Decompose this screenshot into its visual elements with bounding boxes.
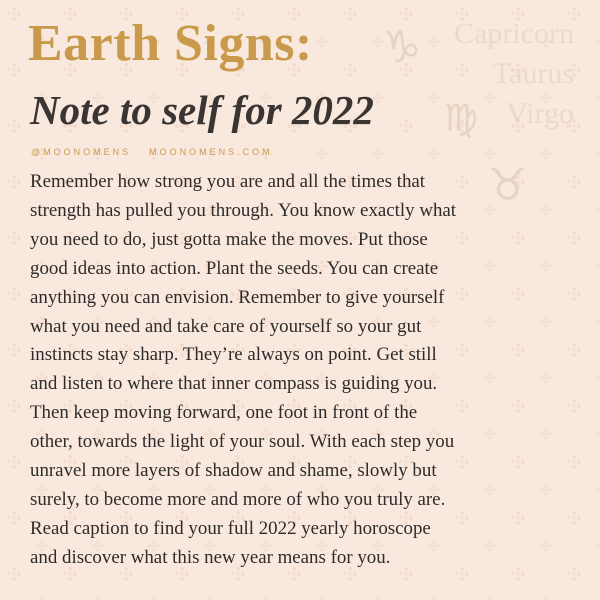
social-handles [31,147,273,157]
body-line: Then keep moving forward, one foot in front of the [30,402,418,424]
website-link: MOONOMENS.COM [149,147,273,157]
body-line: Read caption to find your full 2022 yearly horoscope [30,517,431,539]
virgo-icon: ♍ [444,96,479,140]
page-subtitle: Note to self for 2022 [30,87,374,133]
body-line: and listen to where that inner compass is guiding you. [30,373,438,395]
sign-name-taurus: Taurus [492,57,574,90]
body-line: instincts stay sharp. They’re always on point. Get still [30,344,437,366]
sign-name-virgo: Virgo [506,97,574,130]
earth-signs-list [414,14,574,134]
sign-name-capricorn: Capricorn [454,17,574,50]
capricorn-icon: ♑ [382,22,422,73]
body-line: strength has pulled you through. You know exactly what [30,199,457,221]
body-line: anything you can envision. Remember to give yourself [30,286,445,308]
taurus-icon: ♉ [488,160,528,211]
body-line: what you need and take care of yourself so your gut [30,315,422,337]
body-line: good ideas into action. Plant the seeds. You can create [30,257,439,279]
instagram-handle: @MOONOMENS [31,147,132,157]
body-line: other, towards the light of your soul. With each step you [30,431,455,453]
horoscope-message [30,168,580,573]
body-line: and discover what this new year means for you. [30,546,391,568]
body-line: unravel more layers of shadow and shame, slowly but [30,460,437,482]
page-title: Earth Signs: [28,15,313,72]
body-line: surely, to become more and more of who you truly are. [30,488,446,510]
body-line: you need to do, just gotta make the moves. Put those [30,228,428,250]
body-line: Remember how strong you are and all the times that [30,171,426,192]
